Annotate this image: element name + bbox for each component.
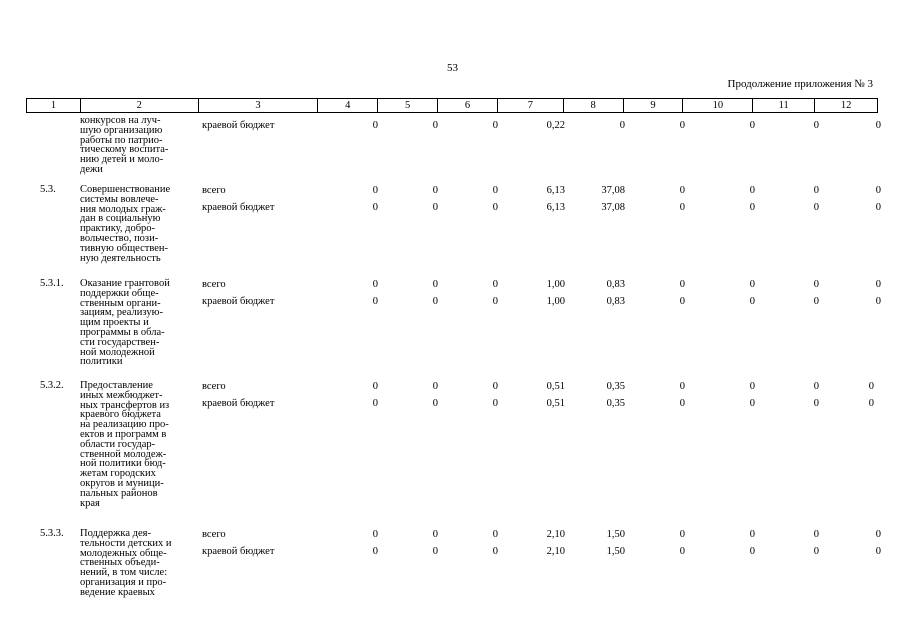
value-cell: 0: [813, 279, 819, 290]
value-cell: 0: [432, 120, 438, 131]
value-cell: 0,35: [606, 381, 625, 392]
desc-line: округов и муници-: [80, 477, 164, 489]
value-cell: 2,10: [546, 546, 565, 557]
value-cell: 0: [868, 381, 874, 392]
value-cell: 1,50: [606, 529, 625, 540]
value-cell: 0: [749, 546, 755, 557]
value-cell: 0: [432, 185, 438, 196]
value-cell: 0,51: [546, 381, 565, 392]
funding-line: [26, 120, 881, 134]
value-cell: 0: [432, 381, 438, 392]
value-cell: 0: [749, 381, 755, 392]
value-cell: 0: [813, 529, 819, 540]
desc-line: программы в обла-: [80, 326, 165, 338]
header-cell: 9: [624, 99, 684, 112]
header-cell: 3: [199, 99, 319, 112]
value-cell: 0: [749, 279, 755, 290]
desc-line: ектов и программ в: [80, 428, 167, 440]
desc-line: пальных районов: [80, 487, 158, 499]
value-cell: 1,50: [606, 546, 625, 557]
value-cell: 1,00: [546, 296, 565, 307]
desc-line: ведение краевых: [80, 586, 155, 598]
desc-line: системы вовлече-: [80, 193, 159, 205]
desc-line: зациям, реализую-: [80, 307, 163, 319]
value-cell: 6,13: [546, 202, 565, 213]
funding-source: краевой бюджет: [202, 398, 275, 409]
desc-line: области государ-: [80, 438, 156, 450]
header-cell: 12: [840, 100, 852, 111]
desc-line: тивную обществен-: [80, 242, 169, 254]
page-number: 53: [447, 62, 458, 74]
header-cell: 5: [378, 99, 438, 112]
header-cell: 7: [498, 99, 564, 112]
value-cell: 0: [813, 398, 819, 409]
row-number: 5.3.3.: [40, 528, 64, 539]
value-cell: 0: [679, 546, 685, 557]
value-cell: 0: [749, 202, 755, 213]
value-cell: 0: [875, 202, 881, 213]
value-cell: 0: [492, 529, 498, 540]
value-cell: 0: [619, 120, 625, 131]
funding-source: краевой бюджет: [202, 120, 275, 131]
desc-line: ственных объеди-: [80, 557, 160, 569]
value-cell: 0: [432, 546, 438, 557]
funding-line: [26, 296, 881, 310]
desc-line: ственной молодеж-: [80, 448, 167, 460]
row-number: 5.3.2.: [40, 380, 64, 391]
value-cell: 0: [432, 202, 438, 213]
value-cell: 0: [372, 296, 378, 307]
funding-line: [26, 279, 881, 293]
desc-line: конкурсов на луч-: [80, 115, 161, 126]
value-cell: 0: [492, 546, 498, 557]
value-cell: 0: [372, 398, 378, 409]
value-cell: 0: [749, 120, 755, 131]
value-cell: 0: [492, 381, 498, 392]
header-cell: 1: [27, 99, 81, 112]
value-cell: 0,35: [606, 398, 625, 409]
value-cell: 0: [432, 529, 438, 540]
value-cell: 0: [813, 381, 819, 392]
value-cell: 0: [813, 185, 819, 196]
value-cell: 0: [679, 398, 685, 409]
desc-line: тельности детских и: [80, 537, 172, 549]
value-cell: 0,51: [546, 398, 565, 409]
funding-line: [26, 546, 881, 560]
value-cell: 6,13: [546, 185, 565, 196]
desc-line: щим проекты и: [80, 317, 149, 329]
value-cell: 0: [875, 296, 881, 307]
header-cell: 6: [438, 99, 498, 112]
desc-line: Совершенствование: [80, 184, 171, 195]
value-cell: 0: [372, 529, 378, 540]
desc-line: работы по патрио-: [80, 134, 163, 146]
desc-line: на реализацию про-: [80, 419, 169, 431]
value-cell: 0: [679, 529, 685, 540]
funding-line: [26, 398, 878, 412]
value-cell: 0,83: [606, 279, 625, 290]
value-cell: 0: [372, 185, 378, 196]
desc-line: ственным органи-: [80, 297, 161, 309]
funding-source: краевой бюджет: [202, 202, 275, 213]
value-cell: 2,10: [546, 529, 565, 540]
desc-line: дежи: [80, 163, 103, 175]
value-cell: 0: [875, 279, 881, 290]
value-cell: 0: [372, 120, 378, 131]
value-cell: 0: [372, 381, 378, 392]
value-cell: 0: [875, 546, 881, 557]
desc-line: шую организацию: [80, 124, 163, 136]
header-cell: 2: [81, 99, 199, 112]
desc-line: вольчество, пози-: [80, 232, 159, 244]
value-cell: 0: [679, 279, 685, 290]
desc-line: ных трансфертов из: [80, 399, 170, 411]
value-cell: 0: [679, 381, 685, 392]
value-cell: 0: [679, 120, 685, 131]
desc-line: ной политики бюд-: [80, 458, 166, 470]
value-cell: 0: [432, 296, 438, 307]
header-cell: 10: [683, 99, 753, 112]
desc-line: ния молодых граж-: [80, 203, 166, 215]
value-cell: 0: [372, 279, 378, 290]
value-cell: 0,83: [606, 296, 625, 307]
desc-line: ную деятельность: [80, 252, 161, 264]
row-number: 5.3.: [40, 184, 56, 195]
desc-line: дан в социальную: [80, 213, 161, 225]
value-cell: 0: [432, 279, 438, 290]
value-cell: 0: [372, 202, 378, 213]
desc-line: жетам городских: [80, 468, 156, 480]
value-cell: 0: [492, 398, 498, 409]
value-cell: 0: [875, 185, 881, 196]
value-cell: 0: [749, 398, 755, 409]
desc-line: краевого бюджета: [80, 409, 161, 421]
desc-line: молодежных обще-: [80, 547, 167, 559]
funding-line: [26, 529, 881, 543]
value-cell: 1,00: [546, 279, 565, 290]
value-cell: 0: [813, 546, 819, 557]
desc-line: нию детей и моло-: [80, 154, 164, 166]
value-cell: 0: [432, 398, 438, 409]
desc-line: нений, в том числе:: [80, 567, 168, 579]
desc-line: тическому воспита-: [80, 144, 169, 156]
value-cell: 0: [813, 202, 819, 213]
funding-source: всего: [202, 381, 226, 392]
value-cell: 0,22: [546, 120, 565, 131]
funding-source: краевой бюджет: [202, 546, 275, 557]
header-cell: 8: [564, 99, 624, 112]
value-cell: 0: [492, 202, 498, 213]
value-cell: 0: [875, 529, 881, 540]
value-cell: 0: [492, 120, 498, 131]
value-cell: 0: [679, 185, 685, 196]
value-cell: 0: [868, 398, 874, 409]
value-cell: 0: [492, 296, 498, 307]
value-cell: 37,08: [601, 185, 625, 196]
value-cell: 0: [749, 296, 755, 307]
value-cell: 0: [679, 202, 685, 213]
value-cell: 0: [749, 529, 755, 540]
desc-line: политики: [80, 356, 123, 368]
desc-line: Предоставление: [80, 380, 153, 391]
funding-source: всего: [202, 185, 226, 196]
value-cell: 0: [875, 120, 881, 131]
value-cell: 37,08: [601, 202, 625, 213]
continuation-note: Продолжение приложения № 3: [727, 78, 873, 90]
table-header: [26, 98, 878, 113]
value-cell: 0: [492, 185, 498, 196]
funding-source: всего: [202, 529, 226, 540]
desc-line: Оказание грантовой: [80, 278, 170, 289]
desc-line: иных межбюджет-: [80, 389, 163, 401]
value-cell: 0: [679, 296, 685, 307]
desc-line: ной молодежной: [80, 346, 155, 358]
value-cell: 0: [372, 546, 378, 557]
funding-line: [26, 185, 881, 199]
desc-line: сти государствен-: [80, 336, 160, 348]
value-cell: 0: [749, 185, 755, 196]
header-cell: 4: [318, 99, 378, 112]
value-cell: 0: [492, 279, 498, 290]
funding-source: всего: [202, 279, 226, 290]
header-cell: 11: [753, 99, 815, 112]
funding-line: [26, 381, 878, 395]
desc-line: организация и про-: [80, 576, 167, 588]
funding-line: [26, 202, 881, 216]
desc-line: практику, добро-: [80, 223, 156, 235]
value-cell: 0: [813, 296, 819, 307]
desc-line: Поддержка дея-: [80, 528, 151, 539]
desc-line: края: [80, 497, 100, 509]
value-cell: 0: [813, 120, 819, 131]
desc-line: поддержки обще-: [80, 287, 159, 299]
row-number: 5.3.1.: [40, 278, 64, 289]
funding-source: краевой бюджет: [202, 296, 275, 307]
